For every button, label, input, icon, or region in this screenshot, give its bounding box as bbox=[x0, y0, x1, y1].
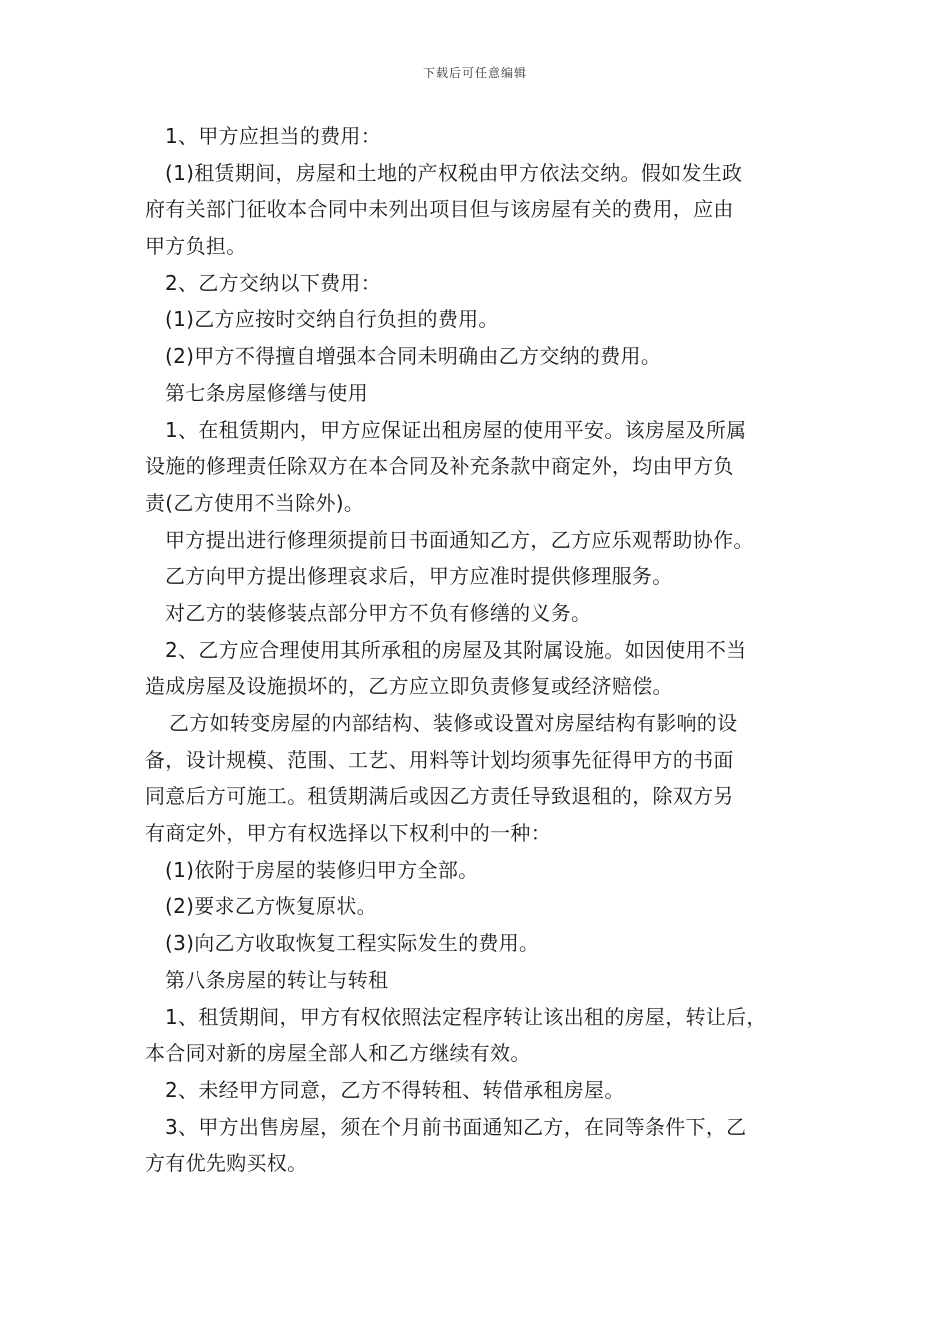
text-line: 乙方如转变房屋的内部结构、装修或设置对房屋结构有影响的设 bbox=[169, 711, 738, 735]
text-line: 1、租赁期间，甲方有权依照法定程序转让该出租的房屋，转让后， bbox=[165, 1004, 767, 1029]
text-line: 造成房屋及设施损坏的，乙方应立即负责修复或经济赔偿。 bbox=[145, 674, 673, 699]
text-line: 方有优先购买权。 bbox=[145, 1151, 308, 1176]
text-line: 第七条房屋修缮与使用 bbox=[165, 380, 368, 405]
text-line: (3)向乙方收取恢复工程实际发生的费用。 bbox=[165, 931, 540, 956]
text-line: 1、甲方应担当的费用： bbox=[165, 124, 382, 148]
text-line: (1)乙方应按时交纳自行负担的费用。 bbox=[165, 307, 499, 332]
text-line: 2、乙方交纳以下费用： bbox=[165, 270, 382, 295]
text-line: 设施的修理责任除双方在本合同及补充条款中商定外，均由甲方负 bbox=[145, 454, 734, 479]
text-line: 3、甲方出售房屋，须在个月前书面通知乙方，在同等条件下，乙 bbox=[165, 1114, 747, 1139]
text-line: 本合同对新的房屋全部人和乙方继续有效。 bbox=[145, 1041, 531, 1066]
text-line: 2、乙方应合理使用其所承租的房屋及其附属设施。如因使用不当 bbox=[165, 637, 747, 662]
text-line: 对乙方的装修装点部分甲方不负有修缮的义务。 bbox=[165, 600, 592, 625]
text-line: (2)甲方不得擅自增强本合同未明确由乙方交纳的费用。 bbox=[165, 344, 662, 369]
text-line: 1、在租赁期内，甲方应保证出租房屋的使用平安。该房屋及所属 bbox=[165, 417, 747, 442]
text-line: (1)租赁期间，房屋和土地的产权税由甲方依法交纳。假如发生政 bbox=[165, 160, 743, 185]
text-line: 备，设计规模、范围、工艺、用料等计划均须事先征得甲方的书面 bbox=[145, 747, 734, 772]
text-line: 甲方负担。 bbox=[145, 234, 247, 259]
header-note: 下载后可任意编辑 bbox=[422, 66, 527, 80]
text-line: 府有关部门征收本合同中未列出项目但与该房屋有关的费用，应由 bbox=[145, 197, 734, 222]
text-line: 第八条房屋的转让与转租 bbox=[165, 967, 389, 992]
text-line: (1)依附于房屋的装修归甲方全部。 bbox=[165, 857, 479, 882]
text-line: 有商定外，甲方有权选择以下权利中的一种： bbox=[145, 821, 551, 846]
document-body bbox=[145, 118, 825, 1182]
text-line: 2、未经甲方同意，乙方不得转租、转借承租房屋。 bbox=[165, 1077, 625, 1102]
text-line: 责(乙方使用不当除外)。 bbox=[145, 490, 365, 515]
text-line: 乙方向甲方提出修理哀求后，甲方应准时提供修理服务。 bbox=[165, 564, 673, 589]
text-line: 甲方提出进行修理须提前日书面通知乙方，乙方应乐观帮助协作。 bbox=[165, 527, 754, 552]
text-line: 同意后方可施工。租赁期满后或因乙方责任导致退租的，除双方另 bbox=[145, 784, 734, 809]
text-line: (2)要求乙方恢复原状。 bbox=[165, 894, 377, 919]
